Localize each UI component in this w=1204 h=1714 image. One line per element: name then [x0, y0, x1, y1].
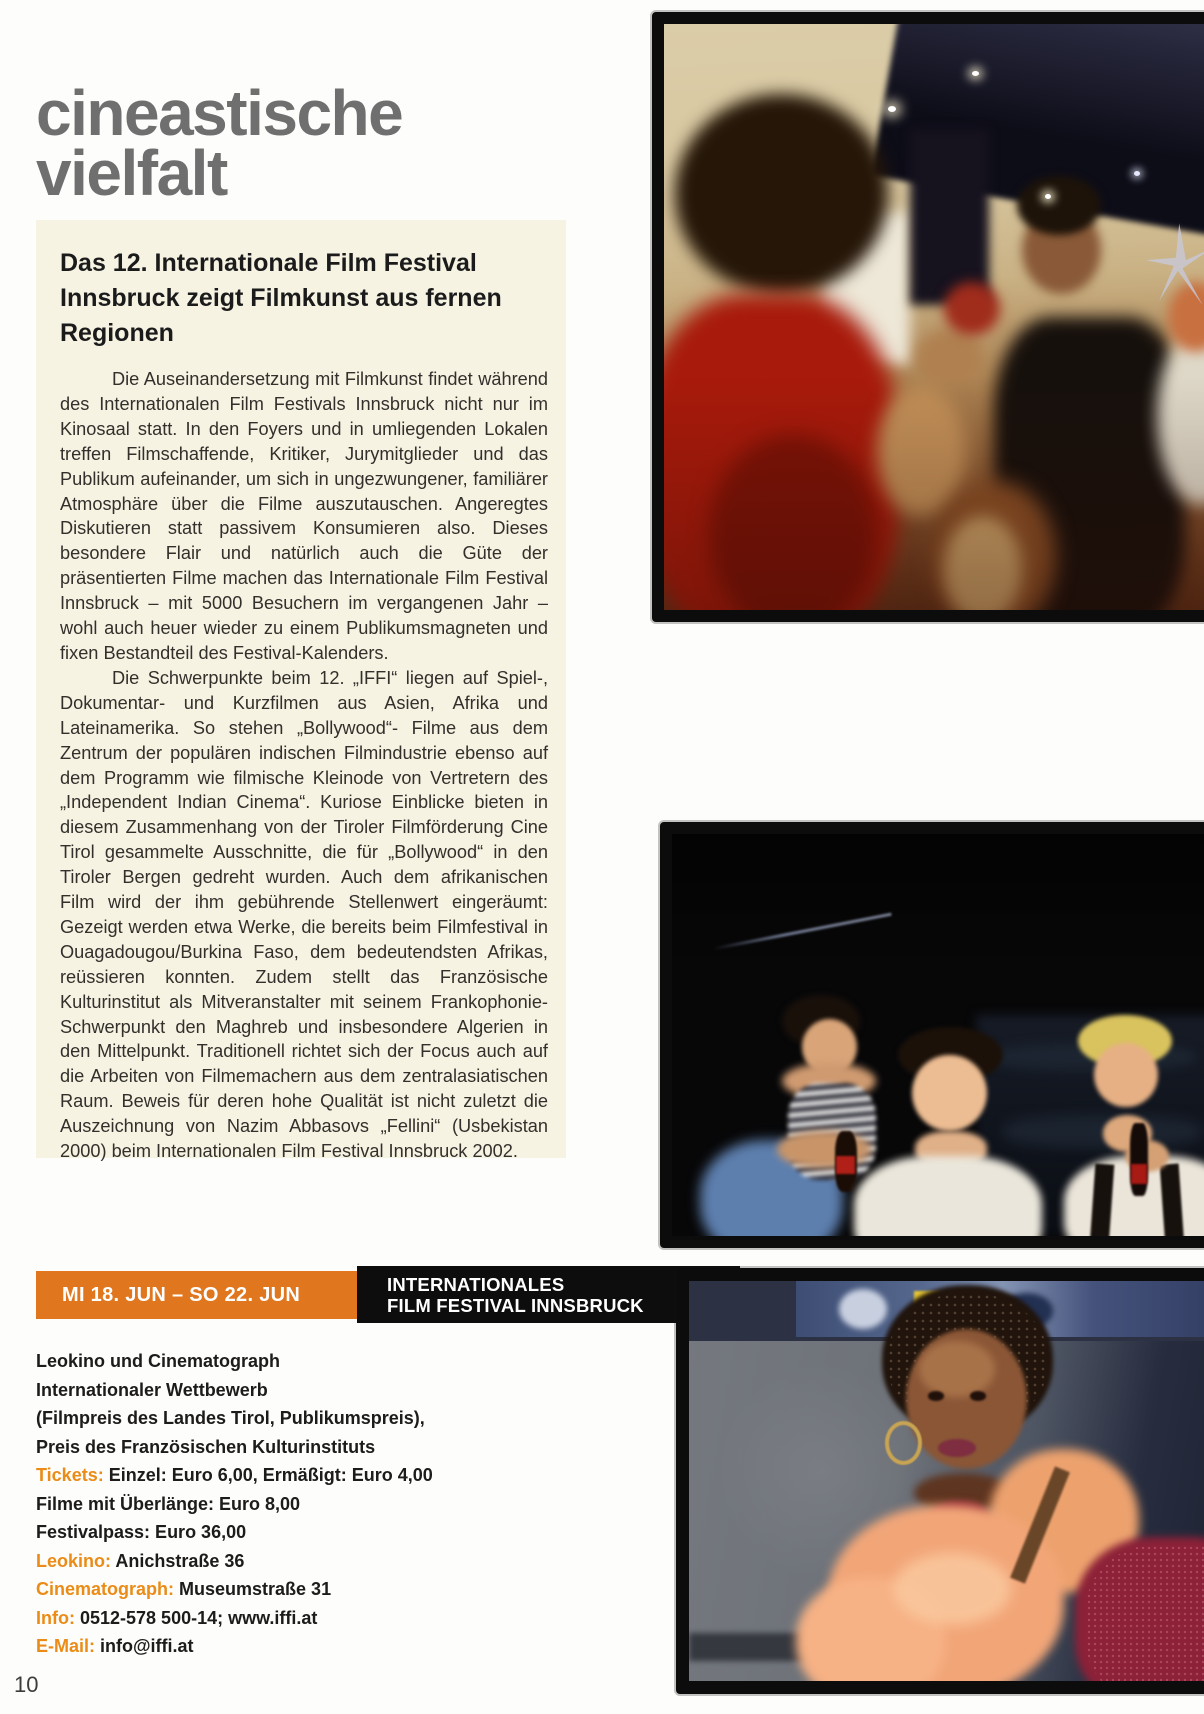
photo-paint-shape: [919, 1341, 994, 1397]
photo-paint-shape: [885, 1421, 922, 1465]
detail-text: Leokino und Cinematograph: [36, 1351, 281, 1371]
page-title-line2: vielfalt: [36, 136, 227, 209]
detail-line: [36, 1490, 596, 1519]
article-paragraph: Die Auseinandersetzung mit Filmkunst findet während des Internationalen Film Festivals Innsbruck nicht nur im Kinosaal statt. In den Foyers und in umliegenden Lokalen treffen Filmschaffende, Kritiker, Jurymitglieder und das Publikum aufeinander, um sich in ungezwungener, familiärer Atmosphäre über die Filme auszutauschen. Angeregtes Diskutieren statt passivem Konsumieren also. Dieses besondere Flair und natürlich auch die Güte der präsentierten Filme machen das Internationale Film Festival Innsbruck – mit 5000 Besuchern im vergangenen Jahr – wohl auch heuer wieder zu einem Publikumsmagneten und fixen Bestandteil des Festival-Kalenders.: [60, 369, 548, 663]
date-range-label: MI 18. JUN – SO 22. JUN: [62, 1284, 301, 1306]
photo-paint-shape: [893, 1553, 1011, 1625]
festival-banner-line2: FILM FESTIVAL INNSBRUCK: [387, 1295, 644, 1316]
date-banner: [36, 1271, 357, 1319]
detail-text: Einzel: Euro 6,00, Ermäßigt: Euro 4,00: [103, 1465, 433, 1485]
detail-label: Leokino:: [36, 1550, 111, 1571]
photo-paint-shape: [672, 834, 1204, 1236]
page-title: [36, 76, 403, 209]
photo-paint-shape: [839, 1289, 887, 1329]
festival-details: [36, 1347, 596, 1661]
detail-line-leokino: [36, 1547, 596, 1576]
detail-line: [36, 1347, 596, 1376]
page-number: 10: [14, 1672, 39, 1697]
detail-line-email: [36, 1632, 596, 1661]
photo-festival-foyer-crowd: [652, 12, 1204, 622]
detail-text: Festivalpass: Euro 36,00: [36, 1522, 247, 1542]
detail-line: [36, 1376, 596, 1405]
detail-text: Museumstraße 31: [174, 1579, 332, 1599]
detail-label: Info:: [36, 1607, 75, 1628]
detail-text: Anichstraße 36: [111, 1550, 245, 1571]
detail-label: Cinematograph:: [36, 1579, 175, 1599]
detail-label: E-Mail:: [36, 1636, 96, 1656]
detail-label: Tickets:: [36, 1465, 104, 1485]
detail-text: 0512-578 500-14; www.iffi.at: [74, 1607, 318, 1628]
detail-line-tickets: [36, 1461, 596, 1490]
detail-line: [36, 1433, 596, 1462]
detail-line: [36, 1518, 596, 1547]
detail-text: info@iffi.at: [95, 1636, 194, 1656]
photo-paint-shape: [1086, 1545, 1204, 1694]
article-box: [36, 220, 566, 1162]
photo-woman-orange-shawl: [676, 1268, 1204, 1694]
photo-artwork: [672, 834, 1204, 1236]
article-paragraph: Die Schwerpunkte beim 12. „IFFI“ liegen auf Spiel-, Dokumentar- und Kurzfilmen aus Asien, Afrika und Lateinamerika. So stehen „Bollywood“- Filme aus dem Zentrum der populären indischen Filmindustrie ebenso auf dem Programm wie filmische Kleinode von Vertretern des „Independent Indian Cinema“. Kuriose Einblicke bieten in diesem Zusammenhang von der Tiroler Filmförderung Cine Tirol gesammelte Ausschnitte, die für „Bollywood“ in den Tiroler Bergen gedreht wurden. Auch dem afrikanischen Film wird der ihm gebührende Stellenwert eingeräumt: Gezeigt werden etwa Werke, die bereits beim Filmfestival in Ouagadougou/Burkina Faso, dem bedeutendsten Afrikas, reüssieren konnten. Zudem stellt das Französische Kulturinstitut als Mitveranstalter mit seinem Frankophonie-Schwerpunkt den Maghreb und insbesondere Algerien in den Mittelpunkt. Traditionell richtet sich der Focus auch auf die Arbeiten von Filmemachern aus dem zentralasiatischen Raum. Beweis für deren hohe Qualität ist nicht zuletzt die Auszeichnung von Nazim Abbasovs „Fellini“ (Usbekistan 2000) beim Internationalen Film Festival Innsbruck 2002.: [60, 667, 548, 1162]
detail-text: (Filmpreis des Landes Tirol, Publikumspreis),: [36, 1408, 425, 1428]
photo-paint-shape: [928, 1391, 944, 1401]
page-title-line1: cineastische: [36, 76, 403, 149]
festival-banner-line1: INTERNATIONALES: [387, 1274, 565, 1295]
detail-line-cinematograph: [36, 1575, 596, 1604]
photo-artwork: [689, 1281, 1204, 1681]
detail-text: Internationaler Wettbewerb: [36, 1379, 268, 1400]
detail-line-info: [36, 1604, 596, 1633]
article-heading: Das 12. Internationale Film Festival Innsbruck zeigt Filmkunst aus fernen Regionen: [60, 249, 502, 347]
photo-paint-shape: [664, 24, 1204, 610]
photo-paint-shape: [938, 1439, 976, 1457]
photo-artwork: [664, 24, 1204, 610]
photo-three-women-cinema: [660, 822, 1204, 1248]
detail-line: [36, 1404, 596, 1433]
photo-paint-shape: [970, 1391, 986, 1401]
detail-text: Preis des Französischen Kulturinstituts: [36, 1436, 376, 1457]
detail-text: Filme mit Überlänge: Euro 8,00: [36, 1493, 301, 1514]
